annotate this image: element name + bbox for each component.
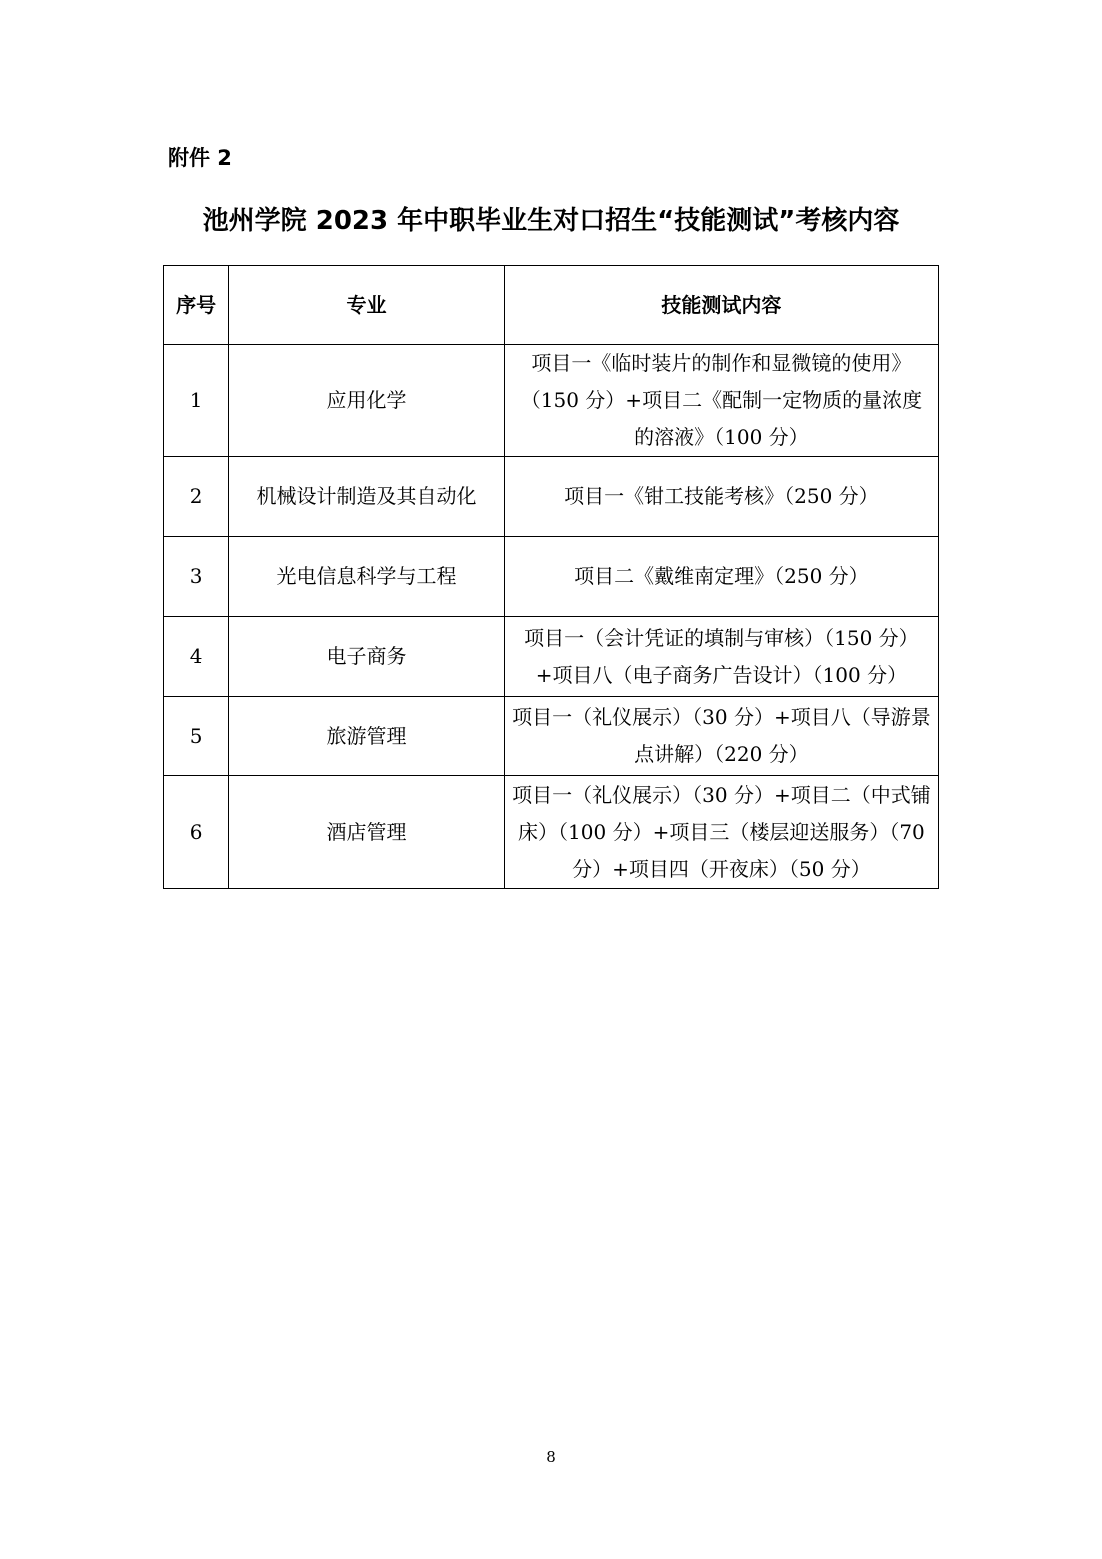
cell-major: 应用化学 xyxy=(229,345,505,457)
cell-number: 4 xyxy=(164,617,229,697)
cell-number: 5 xyxy=(164,697,229,776)
cell-major: 机械设计制造及其自动化 xyxy=(229,457,505,537)
cell-content: 项目一（礼仪展示）（30 分）+项目八（导游景点讲解）（220 分） xyxy=(504,697,938,776)
table-row xyxy=(164,617,939,697)
header-major: 专业 xyxy=(229,266,505,345)
cell-major: 旅游管理 xyxy=(229,697,505,776)
cell-major: 酒店管理 xyxy=(229,776,505,889)
table-row xyxy=(164,697,939,776)
cell-major: 电子商务 xyxy=(229,617,505,697)
header-number: 序号 xyxy=(164,266,229,345)
cell-content: 项目二《戴维南定理》（250 分） xyxy=(504,537,938,617)
header-content: 技能测试内容 xyxy=(504,266,938,345)
table-row xyxy=(164,345,939,457)
attachment-label: 附件 2 xyxy=(168,146,232,170)
cell-major: 光电信息科学与工程 xyxy=(229,537,505,617)
cell-content: 项目一（礼仪展示）（30 分）+项目二（中式铺床）（100 分）+项目三（楼层迎送服务）（70 分）+项目四（开夜床）（50 分） xyxy=(504,776,938,889)
document-title: 池州学院 2023 年中职毕业生对口招生“技能测试”考核内容 xyxy=(202,206,900,236)
table-row xyxy=(164,776,939,889)
skills-test-table xyxy=(163,265,939,889)
cell-number: 6 xyxy=(164,776,229,889)
table-row xyxy=(164,537,939,617)
cell-content: 项目一（会计凭证的填制与审核）（150 分）+项目八（电子商务广告设计）（100 分） xyxy=(504,617,938,697)
table-row xyxy=(164,457,939,537)
cell-content: 项目一《钳工技能考核》（250 分） xyxy=(504,457,938,537)
cell-number: 2 xyxy=(164,457,229,537)
cell-content: 项目一《临时装片的制作和显微镜的使用》（150 分）+项目二《配制一定物质的量浓度的溶液》（100 分） xyxy=(504,345,938,457)
table-header-row xyxy=(164,266,939,345)
cell-number: 3 xyxy=(164,537,229,617)
page-number: 8 xyxy=(546,1448,556,1466)
cell-number: 1 xyxy=(164,345,229,457)
